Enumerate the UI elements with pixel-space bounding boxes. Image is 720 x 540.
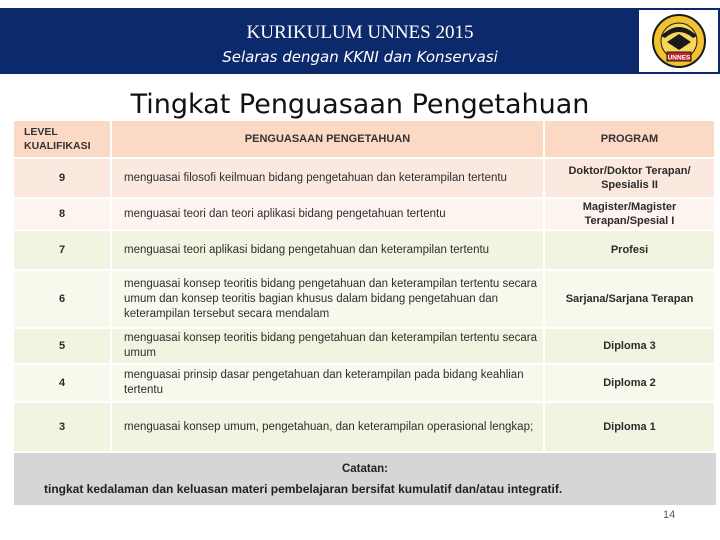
level-cell: 4	[14, 365, 112, 403]
program-cell: Diploma 3	[545, 329, 716, 365]
page-number: 14	[663, 509, 676, 521]
table-row	[14, 329, 716, 365]
level-cell: 3	[14, 403, 112, 453]
header-level: LEVEL KUALIFIKASI	[14, 121, 112, 159]
logo-text: UNNES	[667, 54, 691, 62]
program-cell: Profesi	[545, 231, 716, 271]
program-cell: Magister/Magister Terapan/Spesial I	[545, 199, 716, 231]
knowledge-cell: menguasai teori aplikasi bidang pengetahuan dan keterampilan tertentu	[112, 231, 545, 271]
table-row	[14, 403, 716, 453]
table-row	[14, 159, 716, 199]
header-knowledge: PENGUASAAN PENGETAHUAN	[112, 121, 545, 159]
table-row	[14, 199, 716, 231]
knowledge-cell: menguasai konsep umum, pengetahuan, dan keterampilan operasional lengkap;	[112, 403, 545, 453]
knowledge-cell: menguasai konsep teoritis bidang pengetahuan dan keterampilan tertentu secara umum dan konsep teoritis bagian khusus dalam bidang pengetahuan dan keterampilan tersebut secara mendalam	[112, 271, 545, 329]
program-cell: Sarjana/Sarjana Terapan	[545, 271, 716, 329]
page-title: Tingkat Penguasaan Pengetahuan	[130, 89, 590, 120]
level-cell: 7	[14, 231, 112, 271]
header-banner	[0, 8, 720, 74]
level-cell: 8	[14, 199, 112, 231]
header-subtitle: Selaras dengan KKNI dan Konservasi	[222, 48, 498, 66]
table-row	[14, 365, 716, 403]
level-cell: 6	[14, 271, 112, 329]
table-header-row	[14, 121, 716, 159]
table-row	[14, 231, 716, 271]
header-title: KURIKULUM UNNES 2015	[246, 22, 474, 43]
knowledge-cell: menguasai prinsip dasar pengetahuan dan keterampilan pada bidang keahlian tertentu	[112, 365, 545, 403]
level-cell: 5	[14, 329, 112, 365]
header-program: PROGRAM	[545, 121, 716, 159]
program-cell: Doktor/Doktor Terapan/ Spesialis II	[545, 159, 716, 199]
note-label: Catatan:	[341, 463, 388, 475]
level-cell: 9	[14, 159, 112, 199]
program-cell: Diploma 1	[545, 403, 716, 453]
unnes-emblem-icon	[643, 12, 715, 72]
knowledge-cell: menguasai teori dan teori aplikasi bidang pengetahuan tertentu	[112, 199, 545, 231]
knowledge-cell: menguasai filosofi keilmuan bidang pengetahuan dan keterampilan tertentu	[112, 159, 545, 199]
program-cell: Diploma 2	[545, 365, 716, 403]
knowledge-cell: menguasai konsep teoritis bidang pengetahuan dan keterampilan tertentu secara umum	[112, 329, 545, 365]
table-row	[14, 271, 716, 329]
note-box	[14, 453, 716, 505]
university-logo	[637, 8, 720, 74]
note-text: tingkat kedalaman dan keluasan materi pembelajaran bersifat kumulatif dan/atau integratif.	[44, 482, 563, 496]
